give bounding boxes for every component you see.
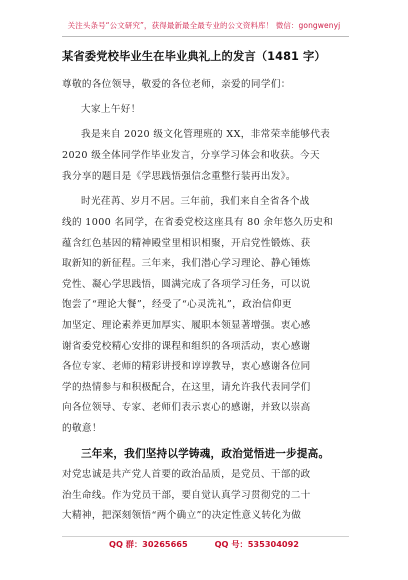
paragraph-line: 时光荏苒、岁月不居。三年前，我们来自全省各个战: [81, 196, 310, 207]
paragraph-line: 向各位领导、专家、老师们表示衷心的感谢，并致以崇高: [62, 402, 311, 413]
footer-qq-number: QQ 号：535304092: [214, 539, 299, 549]
paragraph-line: 谢省委党校精心安排的课程和组织的各项活动，衷心感谢: [62, 341, 311, 352]
paragraph-line: 蕴含红色基因的精神殿堂里相识相聚，开启党性锻炼、获: [62, 238, 311, 249]
paragraph-line: 的敬意！: [62, 423, 102, 434]
paragraph-line: 线的 1000 名同学，在省委党校这座具有 80 余年悠久历史和: [62, 217, 334, 228]
page-footer: [0, 539, 408, 550]
paragraph-line: 我是来自 2020 级文化管理班的 XX，非常荣幸能够代表: [81, 129, 331, 140]
header-divider: [62, 36, 349, 37]
paragraph-line: 党性、凝心学思践悟，圆满完成了各项学习任务，可以说: [62, 279, 311, 290]
paragraph-line: 对党忠诚是共产党人首要的政治品质，是党员、干部的政: [62, 469, 311, 480]
page-header-banner: 关注头条号“公文研究”，获得最新最全最专业的公文资料库！ 微信：gongwenyj: [67, 21, 341, 30]
footer-divider: [62, 536, 349, 537]
footer-qq-group: QQ 群：30265665: [108, 539, 188, 549]
section-heading: 三年来，我们坚持以学铸魂，政治觉悟进一步提高。: [81, 448, 330, 460]
document-title: 某省委党校毕业生在毕业典礼上的发言（1481 字）: [62, 50, 326, 63]
paragraph-line: 取新知的新征程。三年来，我们潜心学习理论、静心锤炼: [62, 258, 311, 269]
paragraph-line: 大精神，把深刻领悟“两个确立”的决定性意义转化为做: [62, 510, 302, 521]
paragraph-line: 大家上午好！: [81, 104, 141, 115]
paragraph-line: 尊敬的各位领导，敬爱的各位老师，亲爱的同学们：: [62, 79, 291, 90]
paragraph-line: 学的热情参与和积极配合，在这里，请允许我代表同学们: [62, 382, 311, 393]
paragraph-line: 各位专家、老师的精彩讲授和谆谆教导，衷心感谢各位同: [62, 361, 311, 372]
paragraph-line: 饱尝了“理论大餐”，经受了“心灵洗礼”，政治信仰更: [62, 299, 292, 310]
paragraph-line: 加坚定、理论素养更加厚实、履职本领显著增强。衷心感: [62, 320, 311, 331]
paragraph-line: 2020 级全体同学作毕业发言，分享学习体会和收获。今天: [62, 150, 320, 161]
paragraph-line: 我分享的题目是《学思践悟强信念重整行装再出发》。: [62, 171, 296, 182]
paragraph-line: 治生命线。作为党员干部，要自觉认真学习贯彻党的二十: [62, 490, 311, 501]
